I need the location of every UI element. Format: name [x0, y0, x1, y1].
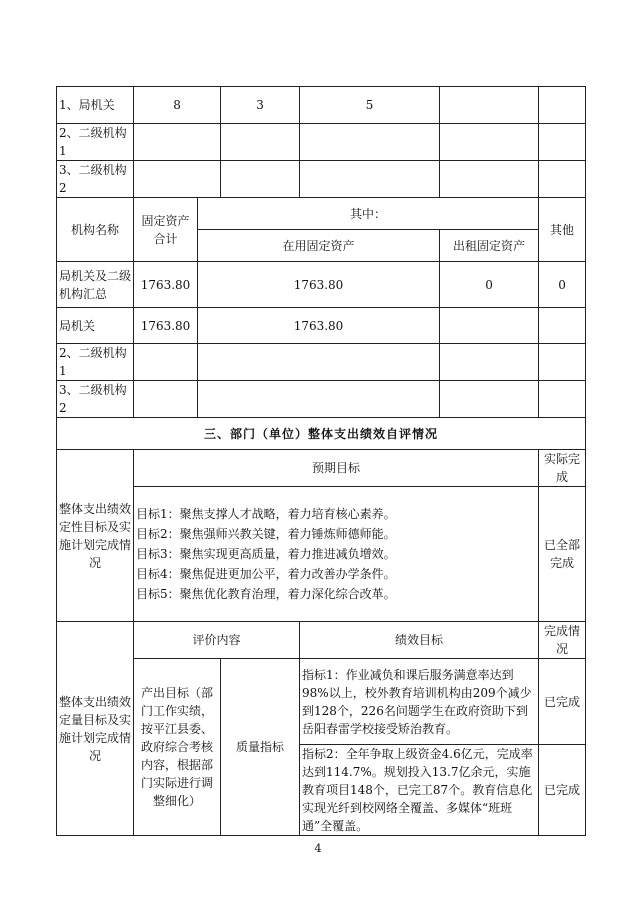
cell [221, 124, 300, 161]
goal-item: 目标3：聚焦实现更高质量，着力推进减负增效。 [136, 547, 396, 561]
table-row [57, 87, 586, 124]
qualitative-header-row [57, 450, 586, 487]
cell-other [539, 308, 586, 344]
cell-other [539, 344, 586, 381]
quality-indicator-label: 质量指标 [221, 659, 300, 836]
goal-item: 目标1：聚焦支撑人才战略，着力培育核心素养。 [136, 507, 396, 521]
cell [300, 161, 440, 198]
goal-item: 目标2：聚焦强师兴教关键，着力锤炼师德师能。 [136, 527, 396, 541]
page-number: 4 [314, 842, 322, 855]
indicator-row [57, 659, 586, 745]
cell: 8 [134, 87, 221, 124]
cell [134, 161, 221, 198]
cell-total: 1763.80 [134, 262, 198, 308]
goal-item: 目标5：聚焦优化教育治理，着力深化综合改革。 [136, 587, 396, 601]
cell-total [134, 381, 198, 418]
qualitative-label: 整体支出绩效定性目标及实施计划完成情况 [57, 450, 134, 622]
cell-other [539, 381, 586, 418]
table-row [57, 344, 586, 381]
table-row [57, 262, 586, 308]
cell: 3 [221, 87, 300, 124]
header-org: 机构名称 [57, 198, 134, 262]
cell [221, 161, 300, 198]
cell [539, 124, 586, 161]
indicator-text: 指标2：全年争取上级资金4.6亿元，完成率达到114.7%。规划投入13.7亿余元，实施教育项目148个，已完工87个。教育信息化实现光纤到校网络全覆盖、多媒体“班班通”全覆盖。 [300, 745, 539, 836]
cell [300, 124, 440, 161]
cell [440, 124, 539, 161]
row-name: 1、局机关 [57, 87, 134, 124]
cell [134, 124, 221, 161]
goal-item: 目标4：聚焦促进更加公平，着力改善办学条件。 [136, 567, 396, 581]
row-name: 2、二级机构 1 [57, 124, 134, 161]
table-row [57, 161, 586, 198]
cell [539, 87, 586, 124]
cell-in-use [198, 344, 440, 381]
cell: 5 [300, 87, 440, 124]
cell-rented [440, 381, 539, 418]
header-rented: 出租固定资产 [440, 230, 539, 262]
completion-status-header: 完成情况 [539, 622, 586, 659]
assets-header-row [57, 198, 586, 230]
expected-goals-header: 预期目标 [134, 450, 539, 487]
header-other: 其他 [539, 198, 586, 262]
cell-rented: 0 [440, 262, 539, 308]
actual-completion: 已全部完成 [539, 487, 586, 622]
cell-total: 1763.80 [134, 308, 198, 344]
header-in-use: 在用固定资产 [198, 230, 440, 262]
table-row [57, 308, 586, 344]
cell-rented [440, 308, 539, 344]
performance-goal-header: 绩效目标 [300, 622, 539, 659]
goals-list [134, 487, 539, 622]
cell-in-use [198, 381, 440, 418]
table-row [57, 381, 586, 418]
cell-total [134, 344, 198, 381]
eval-content-header: 评价内容 [134, 622, 300, 659]
row-name: 2、二级机构 1 [57, 344, 134, 381]
output-goal-label: 产出目标（部门工作实绩，按平江县委、政府综合考核内容，根据部门实际进行调整细化） [134, 659, 221, 836]
actual-header: 实际完成 [539, 450, 586, 487]
cell-other: 0 [539, 262, 586, 308]
performance-report-table [56, 86, 586, 836]
row-name: 局机关 [57, 308, 134, 344]
cell-in-use: 1763.80 [198, 262, 440, 308]
indicator-text: 指标1：作业减负和课后服务满意率达到98%以上，校外教育培训机构由209个减少到128个，226名问题学生在政府资助下到岳阳春雷学校接受矫治教育。 [300, 659, 539, 745]
cell [539, 161, 586, 198]
quantitative-header-row [57, 622, 586, 659]
cell [440, 87, 539, 124]
row-name: 3、二级机构 2 [57, 381, 134, 418]
cell [440, 161, 539, 198]
indicator-status: 已完成 [539, 659, 586, 745]
cell-in-use: 1763.80 [198, 308, 440, 344]
row-name: 局机关及二级机构汇总 [57, 262, 134, 308]
table-row [57, 124, 586, 161]
header-of-which: 其中： [198, 198, 539, 230]
indicator-status: 已完成 [539, 745, 586, 836]
cell-rented [440, 344, 539, 381]
qualitative-goals-row [57, 487, 586, 622]
section-title-row [57, 418, 586, 450]
quantitative-label: 整体支出绩效定量目标及实施计划完成情况 [57, 622, 134, 836]
header-fixed-total: 固定资产合计 [134, 198, 198, 262]
section-title: 三、部门（单位）整体支出绩效自评情况 [57, 418, 586, 450]
row-name: 3、二级机构 2 [57, 161, 134, 198]
